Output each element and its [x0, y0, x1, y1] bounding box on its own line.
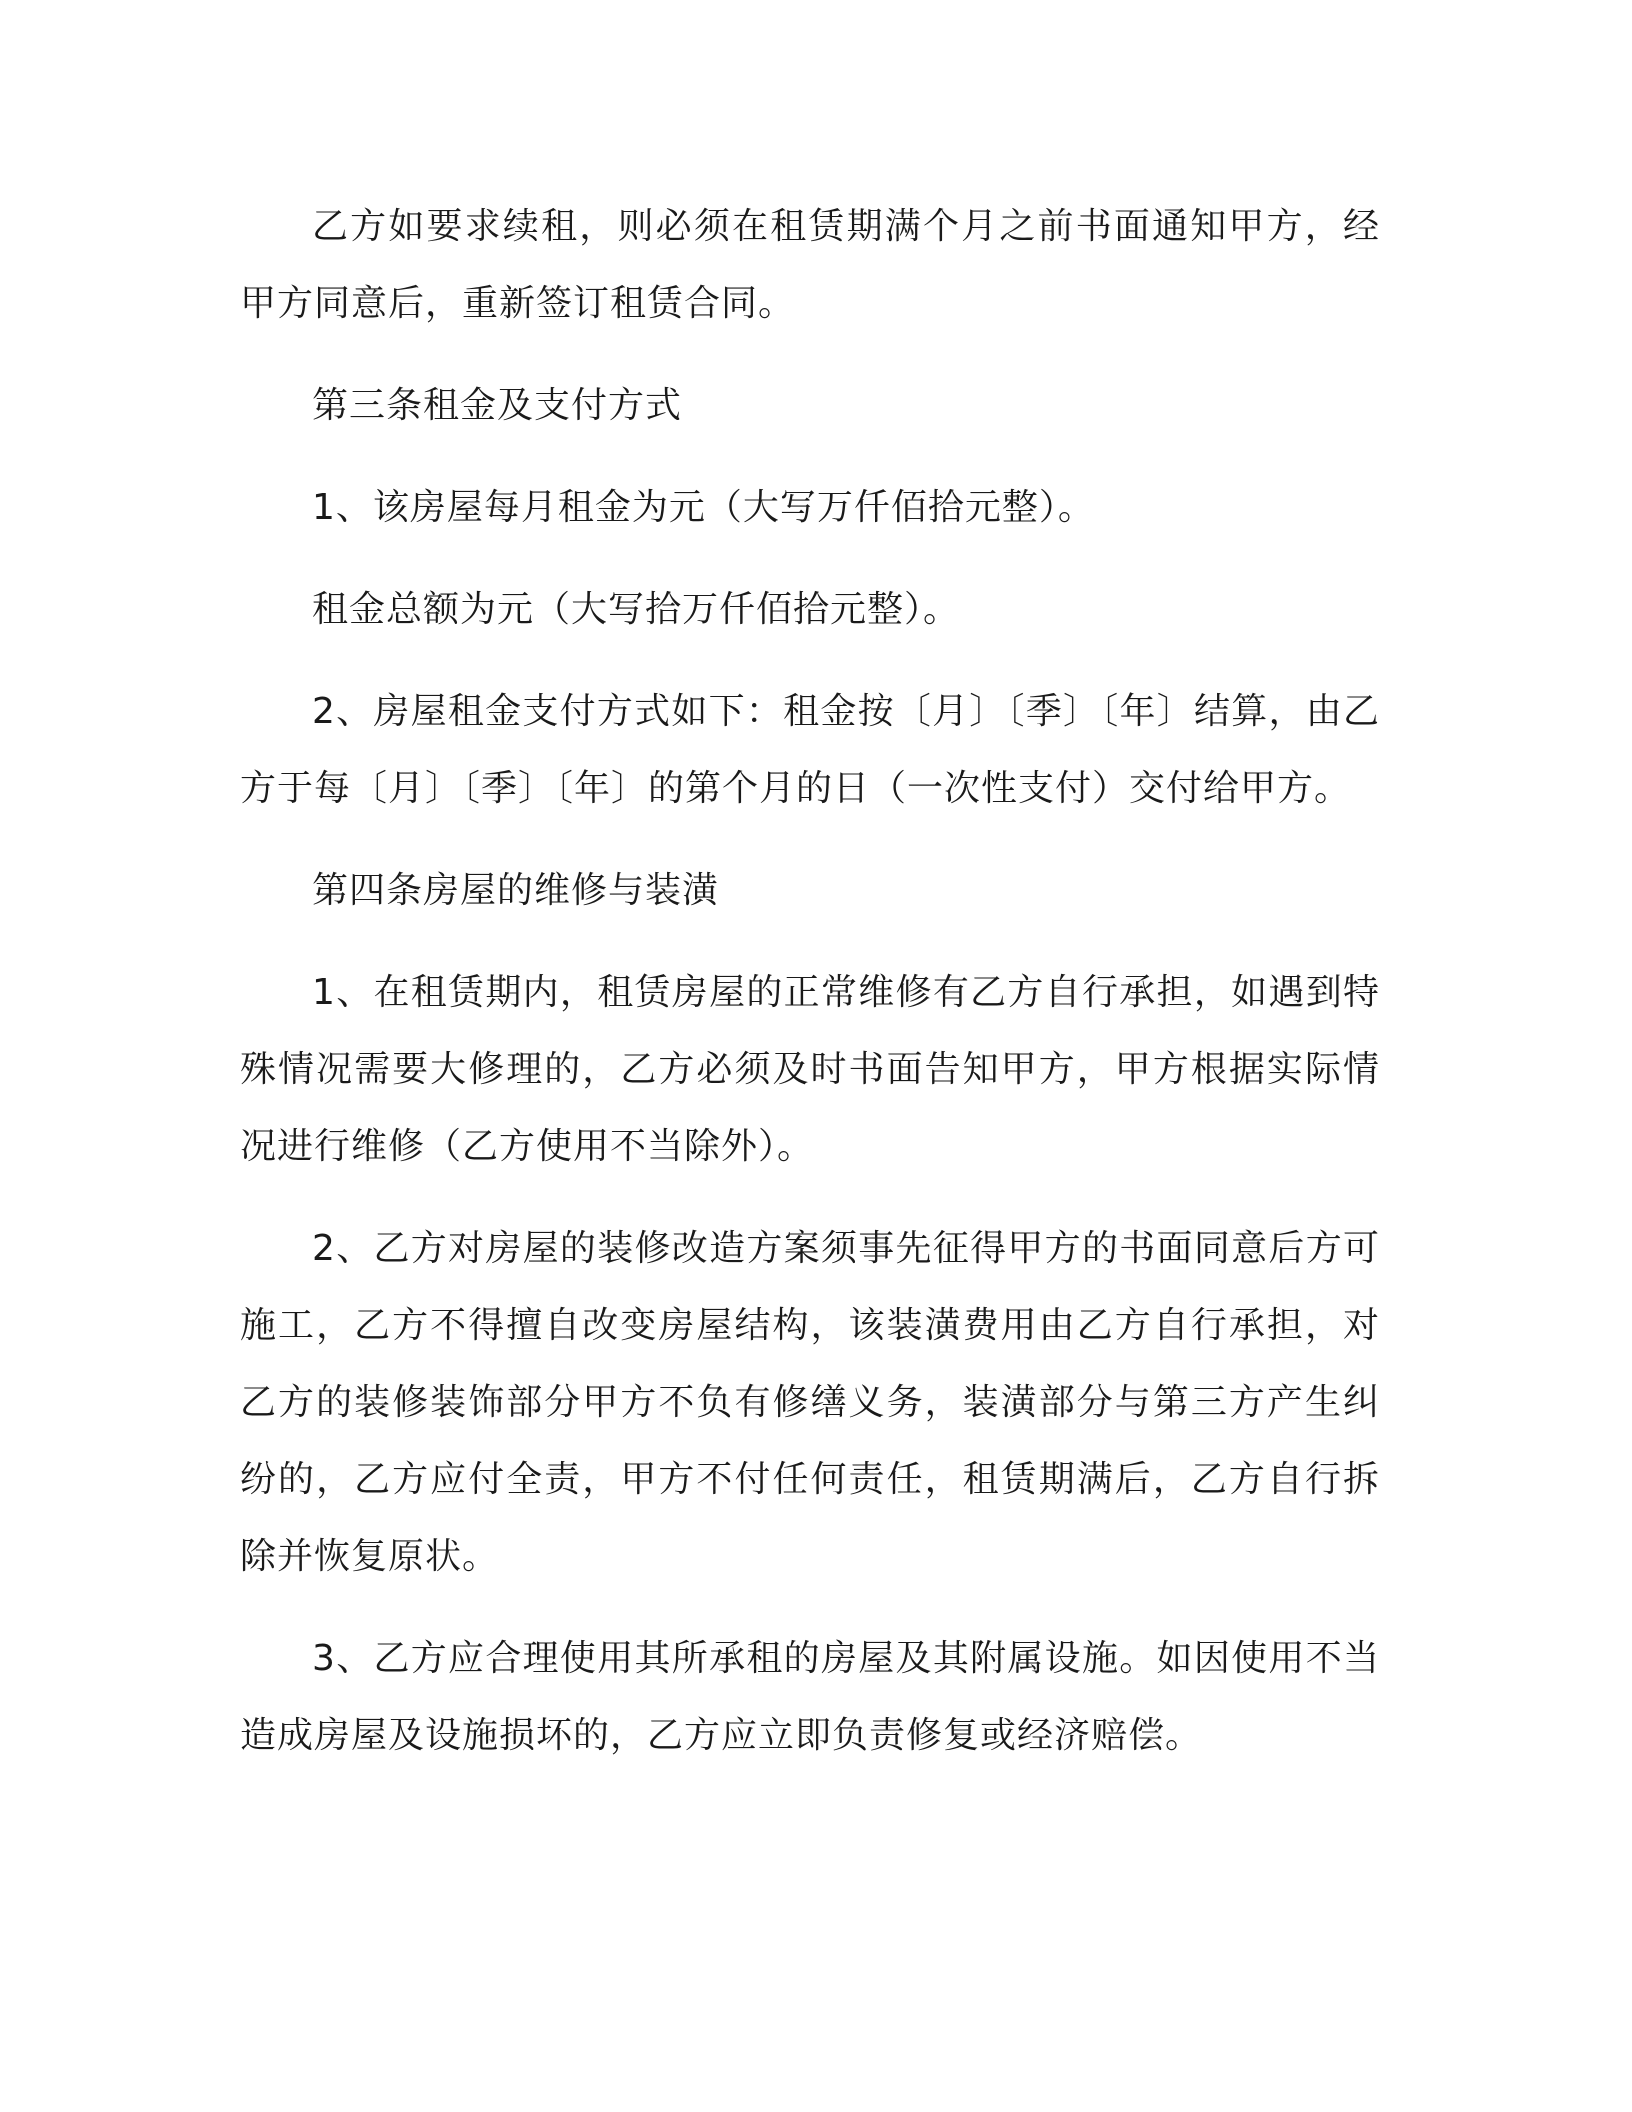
paragraph-proper-use: 3、乙方应合理使用其所承租的房屋及其附属设施。如因使用不当造成房屋及设施损坏的，乙方应立即负责修复或经济赔偿。 — [240, 1638, 1380, 1756]
paragraph-maintenance: 1、在租赁期内，租赁房屋的正常维修有乙方自行承担，如遇到特殊情况需要大修理的，乙方必须及时书面告知甲方，甲方根据实际情况进行维修（乙方使用不当除外）。 — [240, 972, 1380, 1167]
paragraph-total-rent: 租金总额为元（大写拾万仟佰拾元整）。 — [312, 589, 961, 630]
section-heading-article-4: 第四条房屋的维修与装潢 — [312, 870, 720, 911]
section-heading-article-3: 第三条租金及支付方式 — [312, 385, 683, 426]
document-body — [240, 188, 1380, 1799]
paragraph-renovation: 2、乙方对房屋的装修改造方案须事先征得甲方的书面同意后方可施工，乙方不得擅自改变房屋结构，该装潢费用由乙方自行承担，对乙方的装修装饰部分甲方不负有修缮义务，装潢部分与第三方产生纠纷的，乙方应付全责，甲方不付任何责任，租赁期满后，乙方自行拆除并恢复原状。 — [240, 1228, 1380, 1577]
paragraph-renewal-notice: 乙方如要求续租，则必须在租赁期满个月之前书面通知甲方，经甲方同意后，重新签订租赁合同。 — [240, 206, 1380, 324]
paragraph-monthly-rent: 1、该房屋每月租金为元（大写万仟佰拾元整）。 — [312, 487, 1095, 528]
paragraph-payment-method: 2、房屋租金支付方式如下：租金按〔月〕〔季〕〔年〕结算，由乙方于每〔月〕〔季〕〔年〕的第个月的日（一次性支付）交付给甲方。 — [240, 691, 1380, 809]
